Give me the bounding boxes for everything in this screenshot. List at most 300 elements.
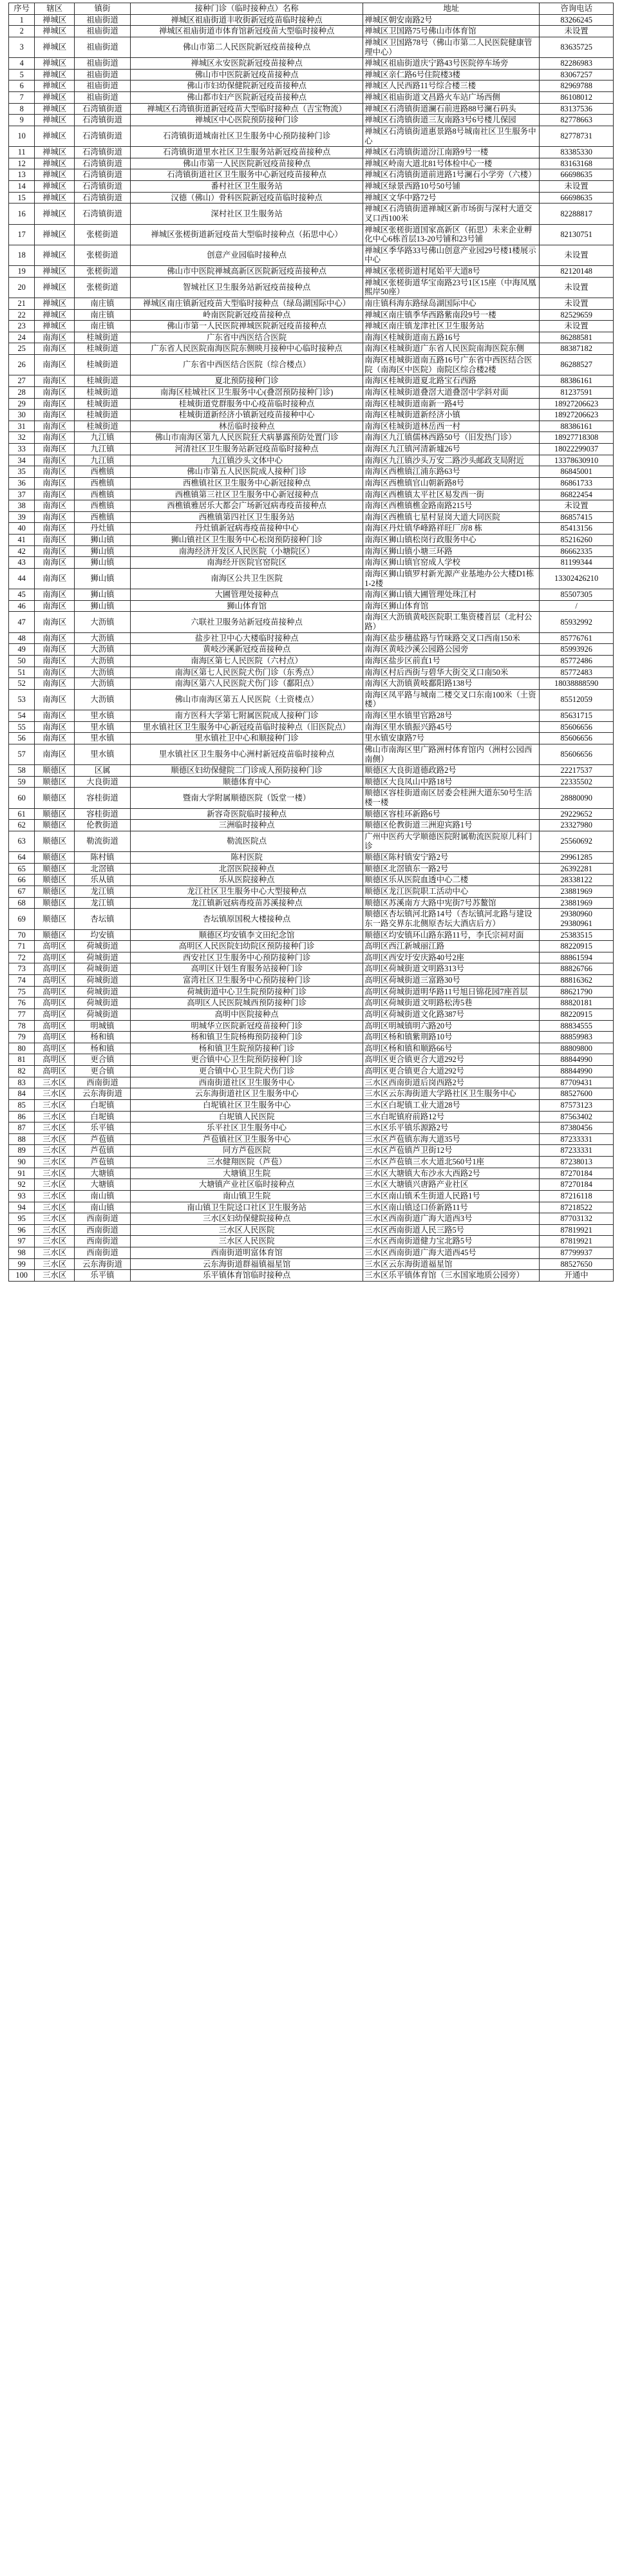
- cell-addr: 禅城区季华路33号佛山创意产业园29号楼1楼展示中心: [363, 245, 540, 265]
- cell-addr: 三水区乐平镇体育馆（三水国家地质公园旁）: [363, 1270, 540, 1282]
- cell-name: 大塘镇卫生院: [131, 1168, 363, 1179]
- cell-town: 张槎街道: [74, 224, 130, 245]
- cell-phone: 18022299037: [540, 444, 614, 455]
- cell-phone: 87218522: [540, 1202, 614, 1213]
- cell-town: 祖庙街道: [74, 26, 130, 37]
- cell-addr: 南海区大沥镇黄岐鄱阳路138号: [363, 678, 540, 690]
- cell-name: 番村社区卫生服务站: [131, 181, 363, 193]
- cell-dist: 高明区: [35, 952, 75, 963]
- cell-seq: 38: [9, 500, 35, 512]
- cell-seq: 79: [9, 1032, 35, 1043]
- cell-addr: 禅城区石湾镇街道三友南路3号6号楼儿保园: [363, 115, 540, 126]
- cell-seq: 49: [9, 644, 35, 656]
- cell-town: 里水镇: [74, 744, 130, 764]
- cell-name: 禅城区祖庙街道丰收街新冠疫苗临时接种点: [131, 14, 363, 26]
- table-row: [9, 568, 614, 589]
- table-header: [9, 3, 614, 15]
- cell-town: 杨和镇: [74, 1032, 130, 1043]
- cell-town: 桂城街道: [74, 410, 130, 421]
- cell-phone: 18038888590: [540, 678, 614, 690]
- cell-addr: 南海区狮山镇官窑成人学校: [363, 557, 540, 569]
- cell-name: 南海区第七人民医院犬伤门诊（东秀点）: [131, 667, 363, 678]
- cell-phone: 83266245: [540, 14, 614, 26]
- cell-addr: 禅城区祖庙街道庆宁路43号医院停车场旁: [363, 58, 540, 70]
- cell-seq: 1: [9, 14, 35, 26]
- cell-phone: 85772486: [540, 655, 614, 667]
- cell-seq: 63: [9, 831, 35, 851]
- table-row: [9, 147, 614, 158]
- cell-addr: 禅城区朝安南路2号: [363, 14, 540, 26]
- table-row: [9, 126, 614, 146]
- cell-town: 南山镇: [74, 1202, 130, 1213]
- column-header-address: 地址: [363, 3, 540, 15]
- table-row: [9, 1032, 614, 1043]
- cell-phone: /: [540, 600, 614, 612]
- cell-name: 白坭镇人民医院: [131, 1111, 363, 1122]
- cell-dist: 南海区: [35, 568, 75, 589]
- cell-phone: 85993926: [540, 644, 614, 656]
- table-row: [9, 355, 614, 375]
- cell-seq: 3: [9, 37, 35, 57]
- cell-addr: 南海区桂城街道南五路16号: [363, 332, 540, 343]
- cell-phone: 87573123: [540, 1099, 614, 1111]
- cell-addr: 高明区更合镇更合大道292号: [363, 1054, 540, 1066]
- cell-addr: 南海区里水镇里官路28号: [363, 710, 540, 722]
- table-row: [9, 1043, 614, 1054]
- cell-phone: 25560692: [540, 831, 614, 851]
- cell-dist: 三水区: [35, 1111, 75, 1122]
- cell-addr: 禅城区石湾镇街道前进路1号澜石小学旁（六楼）: [363, 169, 540, 181]
- cell-seq: 8: [9, 103, 35, 115]
- cell-phone: 87233331: [540, 1145, 614, 1157]
- cell-seq: 50: [9, 655, 35, 667]
- cell-phone: 86288527: [540, 355, 614, 375]
- cell-town: 芦苞镇: [74, 1133, 130, 1145]
- cell-addr: 顺德区陈村镇安宁路2号: [363, 852, 540, 864]
- column-header-district: 辖区: [35, 3, 75, 15]
- cell-town: 张槎街道: [74, 245, 130, 265]
- cell-addr: 禅城区石湾镇街道惠景路8号城南社区卫生服务中心: [363, 126, 540, 146]
- cell-name: 云东海街道群福镇福星馆: [131, 1258, 363, 1270]
- cell-dist: 顺德区: [35, 808, 75, 820]
- cell-town: 荷城街道: [74, 975, 130, 987]
- cell-phone: 29229652: [540, 808, 614, 820]
- table-row: [9, 375, 614, 387]
- cell-seq: 9: [9, 115, 35, 126]
- cell-town: 容桂街道: [74, 808, 130, 820]
- table-row: [9, 1066, 614, 1077]
- cell-town: 大塘镇: [74, 1168, 130, 1179]
- cell-addr: 禅城区祖庙街道文昌路火车站广场西侧: [363, 92, 540, 104]
- table-row: [9, 678, 614, 690]
- cell-dist: 南海区: [35, 332, 75, 343]
- table-row: [9, 589, 614, 601]
- cell-town: 北滘镇: [74, 863, 130, 875]
- cell-town: 白坭镇: [74, 1099, 130, 1111]
- cell-town: 均安镇: [74, 929, 130, 941]
- cell-phone: 82130751: [540, 224, 614, 245]
- cell-town: 西南街道: [74, 1224, 130, 1236]
- cell-dist: 禅城区: [35, 169, 75, 181]
- cell-name: 富湾社区卫生服务中心预防接种门诊: [131, 975, 363, 987]
- cell-name: 佛山市第五人民医院成人接种门诊: [131, 466, 363, 478]
- cell-seq: 46: [9, 600, 35, 612]
- cell-name: 广东省中西医结合医院: [131, 332, 363, 343]
- cell-seq: 77: [9, 1009, 35, 1020]
- cell-seq: 54: [9, 710, 35, 722]
- cell-seq: 88: [9, 1133, 35, 1145]
- cell-phone: 88809800: [540, 1043, 614, 1054]
- cell-phone: 86108012: [540, 92, 614, 104]
- cell-name: 高明区人民医院妇幼院区预防接种门诊: [131, 941, 363, 952]
- cell-name: 禅城区中心医院预防接种门诊: [131, 115, 363, 126]
- cell-seq: 2: [9, 26, 35, 37]
- table-row: [9, 852, 614, 864]
- table-row: [9, 1077, 614, 1088]
- cell-name: 佛山都市妇产医院新冠疫苗接种点: [131, 92, 363, 104]
- cell-town: 大沥镇: [74, 612, 130, 632]
- cell-addr: 禅城区卫国路78号（佛山市第二人民医院健康管理中心）: [363, 37, 540, 57]
- cell-town: 乐平镇: [74, 1270, 130, 1282]
- cell-town: 南庄镇: [74, 298, 130, 309]
- table-row: [9, 477, 614, 489]
- cell-town: 西樵镇: [74, 489, 130, 500]
- table-row: [9, 1247, 614, 1259]
- cell-name: 三水区妇幼保健院接种点: [131, 1213, 363, 1225]
- cell-seq: 96: [9, 1224, 35, 1236]
- cell-seq: 70: [9, 929, 35, 941]
- cell-name: 乐从医院接种点: [131, 875, 363, 886]
- cell-name: 白坭镇社区卫生服务中心: [131, 1099, 363, 1111]
- cell-phone: 81199344: [540, 557, 614, 569]
- cell-name: 佛山市妇幼保健院新冠疫苗接种点: [131, 80, 363, 92]
- table-row: [9, 277, 614, 298]
- cell-name: 里水镇社区卫生服务中心新冠疫苗临时接种点（旧医院点）: [131, 721, 363, 733]
- cell-addr: 南海区桂城街道南新一路4号: [363, 398, 540, 410]
- cell-name: 里水镇社区卫生服务中心洲村新冠疫苗临时接种点: [131, 744, 363, 764]
- cell-seq: 76: [9, 998, 35, 1009]
- cell-name: 禅城区张槎街道新冠疫苗大型临时接种点（拓思中心）: [131, 224, 363, 245]
- cell-seq: 89: [9, 1145, 35, 1157]
- cell-dist: 南海区: [35, 667, 75, 678]
- cell-addr: 禅城区张槎街道村尾始平大道8号: [363, 266, 540, 278]
- table-row: [9, 689, 614, 710]
- cell-addr: 禅城区文华中路72号: [363, 192, 540, 204]
- cell-dist: 禅城区: [35, 266, 75, 278]
- table-row: [9, 788, 614, 808]
- cell-dist: 南海区: [35, 689, 75, 710]
- cell-seq: 27: [9, 375, 35, 387]
- table-row: [9, 421, 614, 432]
- table-row: [9, 776, 614, 788]
- cell-town: 伦教街道: [74, 820, 130, 831]
- cell-addr: 南庄镇科海东路绿岛湖国际中心: [363, 298, 540, 309]
- cell-dist: 禅城区: [35, 58, 75, 70]
- cell-dist: 南海区: [35, 557, 75, 569]
- cell-name: 汉德（佛山）骨科医院新冠疫苗临时接种点: [131, 192, 363, 204]
- cell-dist: 顺德区: [35, 765, 75, 777]
- cell-phone: 87233331: [540, 1133, 614, 1145]
- cell-name: 西樵镇社区卫生服务中心新冠接种点: [131, 477, 363, 489]
- cell-addr: 南海区桂城街道新经济小镇: [363, 410, 540, 421]
- cell-dist: 禅城区: [35, 309, 75, 321]
- cell-town: 更合镇: [74, 1054, 130, 1066]
- cell-phone: 23327980: [540, 820, 614, 831]
- cell-addr: 禅城区南庄镇季华西路紫南段9号一楼: [363, 309, 540, 321]
- table-row: [9, 655, 614, 667]
- cell-name: 北滘医院接种点: [131, 863, 363, 875]
- cell-dist: 南海区: [35, 632, 75, 644]
- table-row: [9, 721, 614, 733]
- cell-addr: 三水区乐平镇乐源路2号: [363, 1122, 540, 1134]
- cell-town: 大沥镇: [74, 678, 130, 690]
- cell-phone: 未设置: [540, 181, 614, 193]
- cell-town: 石湾镇街道: [74, 192, 130, 204]
- cell-seq: 23: [9, 321, 35, 332]
- cell-seq: 7: [9, 92, 35, 104]
- cell-dist: 高明区: [35, 998, 75, 1009]
- cell-addr: 南海区桂城街道南五路16号广东省中西医结合医院（南海区中医院）南院区综合楼2楼: [363, 355, 540, 375]
- table-row: [9, 466, 614, 478]
- cell-addr: 南海区桂城街道叠滘大道叠滘中学斜对面: [363, 386, 540, 398]
- cell-addr: 广州中医药大学顺德医院附属勒流医院原儿科门诊: [363, 831, 540, 851]
- cell-phone: 86857415: [540, 511, 614, 523]
- cell-dist: 南海区: [35, 375, 75, 387]
- cell-phone: 85772483: [540, 667, 614, 678]
- cell-dist: 禅城区: [35, 26, 75, 37]
- cell-phone: 未设置: [540, 321, 614, 332]
- cell-name: 高明中医院接种点: [131, 1009, 363, 1020]
- cell-phone: 87819921: [540, 1224, 614, 1236]
- cell-dist: 禅城区: [35, 103, 75, 115]
- cell-phone: 22335502: [540, 776, 614, 788]
- cell-addr: 三水区西南街道广海大道西3号: [363, 1213, 540, 1225]
- cell-town: 桂城街道: [74, 355, 130, 375]
- cell-town: 南山镇: [74, 1190, 130, 1202]
- cell-phone: 85776761: [540, 632, 614, 644]
- cell-town: 祖庙街道: [74, 37, 130, 57]
- table-row: [9, 667, 614, 678]
- cell-name: 南海经开医院官窑院区: [131, 557, 363, 569]
- cell-addr: 高明区更合镇更合大道292号: [363, 1066, 540, 1077]
- cell-dist: 顺德区: [35, 820, 75, 831]
- table-row: [9, 158, 614, 169]
- cell-town: 石湾镇街道: [74, 115, 130, 126]
- cell-dist: 南海区: [35, 721, 75, 733]
- cell-phone: 82778731: [540, 126, 614, 146]
- cell-phone: 85932992: [540, 612, 614, 632]
- cell-phone: 81237591: [540, 386, 614, 398]
- cell-name: 佛山市南海区第九人民医院狂犬病暴露预防处置门诊: [131, 432, 363, 444]
- cell-phone: 87238013: [540, 1157, 614, 1168]
- cell-seq: 36: [9, 477, 35, 489]
- cell-seq: 5: [9, 69, 35, 80]
- cell-addr: 三水白坭镇府前路12号: [363, 1111, 540, 1122]
- cell-town: 九江镇: [74, 444, 130, 455]
- cell-seq: 74: [9, 975, 35, 987]
- cell-dist: 顺德区: [35, 886, 75, 898]
- table-row: [9, 500, 614, 512]
- cell-name: 同方芦苞医院: [131, 1145, 363, 1157]
- cell-seq: 25: [9, 343, 35, 355]
- cell-seq: 81: [9, 1054, 35, 1066]
- cell-name: 西樵镇第三社区卫生服务中心新冠接种点: [131, 489, 363, 500]
- cell-name: 杏坛镇原国税大楼接种点: [131, 909, 363, 929]
- table-row: [9, 192, 614, 204]
- cell-dist: 南海区: [35, 455, 75, 466]
- cell-name: 广东省中西医结合医院（综合楼点）: [131, 355, 363, 375]
- cell-name: 佛山市第一人民医院新冠疫苗接种点: [131, 158, 363, 169]
- cell-dist: 禅城区: [35, 298, 75, 309]
- cell-dist: 南海区: [35, 343, 75, 355]
- cell-name: 西安社区卫生服务中心预防接种门诊: [131, 952, 363, 963]
- cell-name: 狮山镇社区卫生服务中心松岗预防接种门诊: [131, 535, 363, 546]
- cell-seq: 91: [9, 1168, 35, 1179]
- cell-dist: 南海区: [35, 421, 75, 432]
- cell-seq: 69: [9, 909, 35, 929]
- table-row: [9, 37, 614, 57]
- cell-dist: 南海区: [35, 477, 75, 489]
- cell-dist: 禅城区: [35, 321, 75, 332]
- cell-seq: 65: [9, 863, 35, 875]
- cell-name: 佛山市中医院禅城高新区医院新冠疫苗接种点: [131, 266, 363, 278]
- cell-phone: 85631715: [540, 710, 614, 722]
- cell-phone: 13378630910: [540, 455, 614, 466]
- cell-phone: 88386161: [540, 421, 614, 432]
- cell-town: 西南街道: [74, 1077, 130, 1088]
- cell-phone: 未设置: [540, 245, 614, 265]
- cell-town: 杏坛镇: [74, 909, 130, 929]
- cell-addr: 三水区西南街道后岗西路2号: [363, 1077, 540, 1088]
- cell-town: 里水镇: [74, 721, 130, 733]
- cell-addr: 三水区芦苞镇三水大道北560号1座: [363, 1157, 540, 1168]
- cell-addr: 顺德区大良凤山中路18号: [363, 776, 540, 788]
- cell-seq: 28: [9, 386, 35, 398]
- cell-town: 大塘镇: [74, 1179, 130, 1191]
- cell-addr: 顺德区杏坛镇河北路14号（杏坛镇河北路与建设东一路交界东北侧原杏坛大酒店后方）: [363, 909, 540, 929]
- cell-seq: 60: [9, 788, 35, 808]
- cell-phone: 82288817: [540, 204, 614, 224]
- table-row: [9, 410, 614, 421]
- table-body: [9, 14, 614, 1281]
- cell-seq: 12: [9, 158, 35, 169]
- cell-seq: 17: [9, 224, 35, 245]
- cell-name: 勒流医院点: [131, 831, 363, 851]
- cell-addr: 禅城区人民西路11号综合楼三楼: [363, 80, 540, 92]
- cell-name: 南海区公共卫生医院: [131, 568, 363, 589]
- cell-town: 九江镇: [74, 455, 130, 466]
- cell-addr: 高明区荷城街道文明路313号: [363, 963, 540, 975]
- cell-seq: 83: [9, 1077, 35, 1088]
- cell-addr: 三水区芦苞镇芦卫街12号: [363, 1145, 540, 1157]
- cell-addr: 里水镇安康路7号: [363, 733, 540, 744]
- cell-addr: 高明区荷城街道明华路11号旭日锦花园7座首层: [363, 986, 540, 998]
- cell-seq: 26: [9, 355, 35, 375]
- cell-name: 三水区人民医院: [131, 1236, 363, 1247]
- cell-seq: 78: [9, 1020, 35, 1032]
- cell-phone: 85606656: [540, 744, 614, 764]
- cell-addr: 三水区云东海街道大学路社区卫生服务中心: [363, 1088, 540, 1100]
- cell-addr: 南海区丹灶镇华峰路祥旺厂房8 栋: [363, 523, 540, 535]
- cell-seq: 80: [9, 1043, 35, 1054]
- table-row: [9, 489, 614, 500]
- table-row: [9, 92, 614, 104]
- table-row: [9, 545, 614, 557]
- cell-addr: 禅城区卫国路75号佛山市体育馆: [363, 26, 540, 37]
- cell-name: 南山镇卫生院: [131, 1190, 363, 1202]
- table-row: [9, 644, 614, 656]
- cell-seq: 20: [9, 277, 35, 298]
- table-row: [9, 58, 614, 70]
- cell-addr: 南海区九江镇沙头万安二路沙头邮政支局附近: [363, 455, 540, 466]
- table-row: [9, 204, 614, 224]
- cell-town: 张槎街道: [74, 277, 130, 298]
- cell-dist: 南海区: [35, 600, 75, 612]
- cell-name: 智城社区卫生服务站新冠疫苗接种点: [131, 277, 363, 298]
- cell-addr: 顺德区北滘镇东一路2号: [363, 863, 540, 875]
- table-row: [9, 998, 614, 1009]
- table-row: [9, 298, 614, 309]
- cell-town: 西樵镇: [74, 477, 130, 489]
- cell-phone: 88387182: [540, 343, 614, 355]
- cell-name: 大圃管理处接种点: [131, 589, 363, 601]
- table-row: [9, 975, 614, 987]
- cell-town: 乐平镇: [74, 1122, 130, 1134]
- cell-dist: 三水区: [35, 1190, 75, 1202]
- cell-dist: 三水区: [35, 1122, 75, 1134]
- cell-town: 狮山镇: [74, 568, 130, 589]
- table-row: [9, 103, 614, 115]
- cell-name: 狮山体育馆: [131, 600, 363, 612]
- cell-seq: 15: [9, 192, 35, 204]
- cell-phone: 83385330: [540, 147, 614, 158]
- cell-addr: 南海区西樵镇太平社区易发西一街: [363, 489, 540, 500]
- cell-phone: 28880090: [540, 788, 614, 808]
- cell-town: 南庄镇: [74, 321, 130, 332]
- cell-phone: 18927206623: [540, 410, 614, 421]
- cell-phone: 86288581: [540, 332, 614, 343]
- cell-town: 荷城街道: [74, 963, 130, 975]
- cell-seq: 95: [9, 1213, 35, 1225]
- table-header-row: [9, 3, 614, 15]
- cell-seq: 92: [9, 1179, 35, 1191]
- cell-dist: 南海区: [35, 466, 75, 478]
- cell-seq: 57: [9, 744, 35, 764]
- cell-seq: 85: [9, 1099, 35, 1111]
- cell-phone: 88844990: [540, 1066, 614, 1077]
- cell-town: 里水镇: [74, 733, 130, 744]
- cell-town: 陈村镇: [74, 852, 130, 864]
- cell-seq: 73: [9, 963, 35, 975]
- cell-phone: 18927206623: [540, 398, 614, 410]
- cell-phone: 88386161: [540, 375, 614, 387]
- cell-dist: 高明区: [35, 986, 75, 998]
- cell-addr: 南海区西樵镇樵金路南路215号: [363, 500, 540, 512]
- cell-town: 云东海街道: [74, 1258, 130, 1270]
- cell-phone: 22217537: [540, 765, 614, 777]
- table-row: [9, 941, 614, 952]
- cell-dist: 顺德区: [35, 831, 75, 851]
- cell-phone: 88844990: [540, 1054, 614, 1066]
- cell-phone: 87799937: [540, 1247, 614, 1259]
- cell-phone: 88816362: [540, 975, 614, 987]
- cell-dist: 三水区: [35, 1145, 75, 1157]
- cell-name: 石湾镇街道城南社区卫生服务中心预防接种门诊: [131, 126, 363, 146]
- cell-phone: 88621790: [540, 986, 614, 998]
- cell-seq: 22: [9, 309, 35, 321]
- cell-town: 祖庙街道: [74, 58, 130, 70]
- cell-dist: 顺德区: [35, 929, 75, 941]
